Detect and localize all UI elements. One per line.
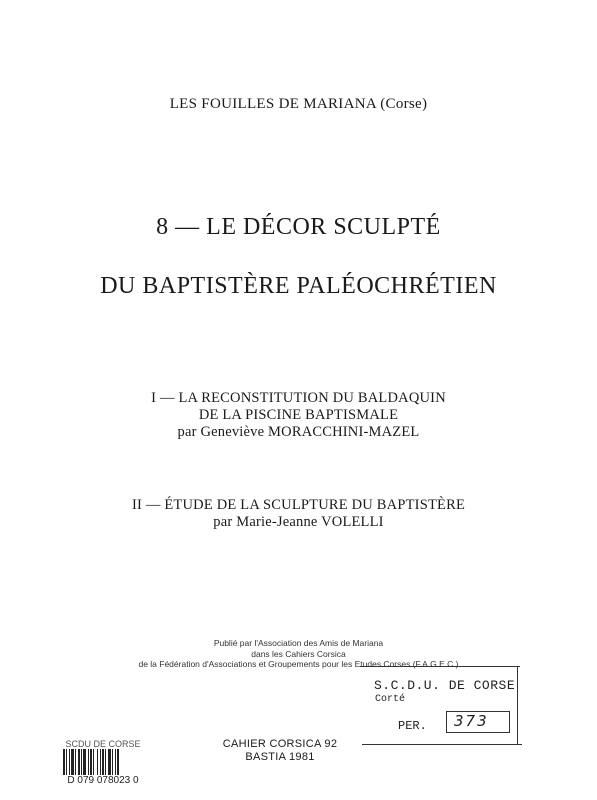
stamp-handwritten-number: 373	[454, 712, 489, 730]
stamp-city: Corté	[375, 694, 406, 705]
barcode-number: D 079 078023 0	[67, 775, 139, 786]
stamp-per-label: PER.	[398, 719, 427, 733]
imprint-series: CAHIER CORSICA 92	[222, 738, 338, 750]
stamp-top-border	[360, 666, 520, 667]
series-title: LES FOUILLES DE MARIANA (Corse)	[169, 96, 428, 112]
part-one-heading: I — LA RECONSTITUTION DU BALDAQUIN	[151, 390, 446, 406]
stamp-library-name: S.C.D.U. DE CORSE	[374, 678, 516, 693]
part-one-subheading: DE LA PISCINE BAPTISMALE	[198, 407, 399, 423]
imprint-block	[180, 738, 380, 763]
library-stamp	[362, 666, 522, 744]
publisher-note	[0, 638, 597, 670]
part-one-block	[0, 390, 597, 441]
barcode-library-text: SCDU DE CORSE	[65, 739, 141, 749]
part-two-heading: II — ÉTUDE DE LA SCULPTURE DU BAPTISTÈRE	[131, 497, 466, 513]
main-title-line-1: 8 — LE DÉCOR SCULPTÉ	[156, 214, 441, 240]
part-two-block	[0, 497, 597, 531]
publisher-line-3: de la Fédération d'Associations et Groupements pour les Etudes Corses (F.A.G.E.C.)	[138, 659, 459, 669]
part-one-author: par Geneviève MORACCHINI-MAZEL	[177, 424, 420, 440]
barcode-label	[62, 739, 144, 786]
stamp-bottom-border	[362, 744, 522, 745]
part-two-author: par Marie-Jeanne VOLELLI	[213, 514, 384, 530]
publisher-line-1: Publié par l'Association des Amis de Mariana	[213, 638, 384, 648]
main-title-line-2: DU BAPTISTÈRE PALÉOCHRÉTIEN	[100, 273, 497, 299]
barcode-icon	[62, 749, 144, 775]
stamp-right-border	[517, 666, 518, 744]
publisher-line-2: dans les Cahiers Corsica	[251, 648, 346, 659]
imprint-place-year: BASTIA 1981	[245, 750, 315, 763]
